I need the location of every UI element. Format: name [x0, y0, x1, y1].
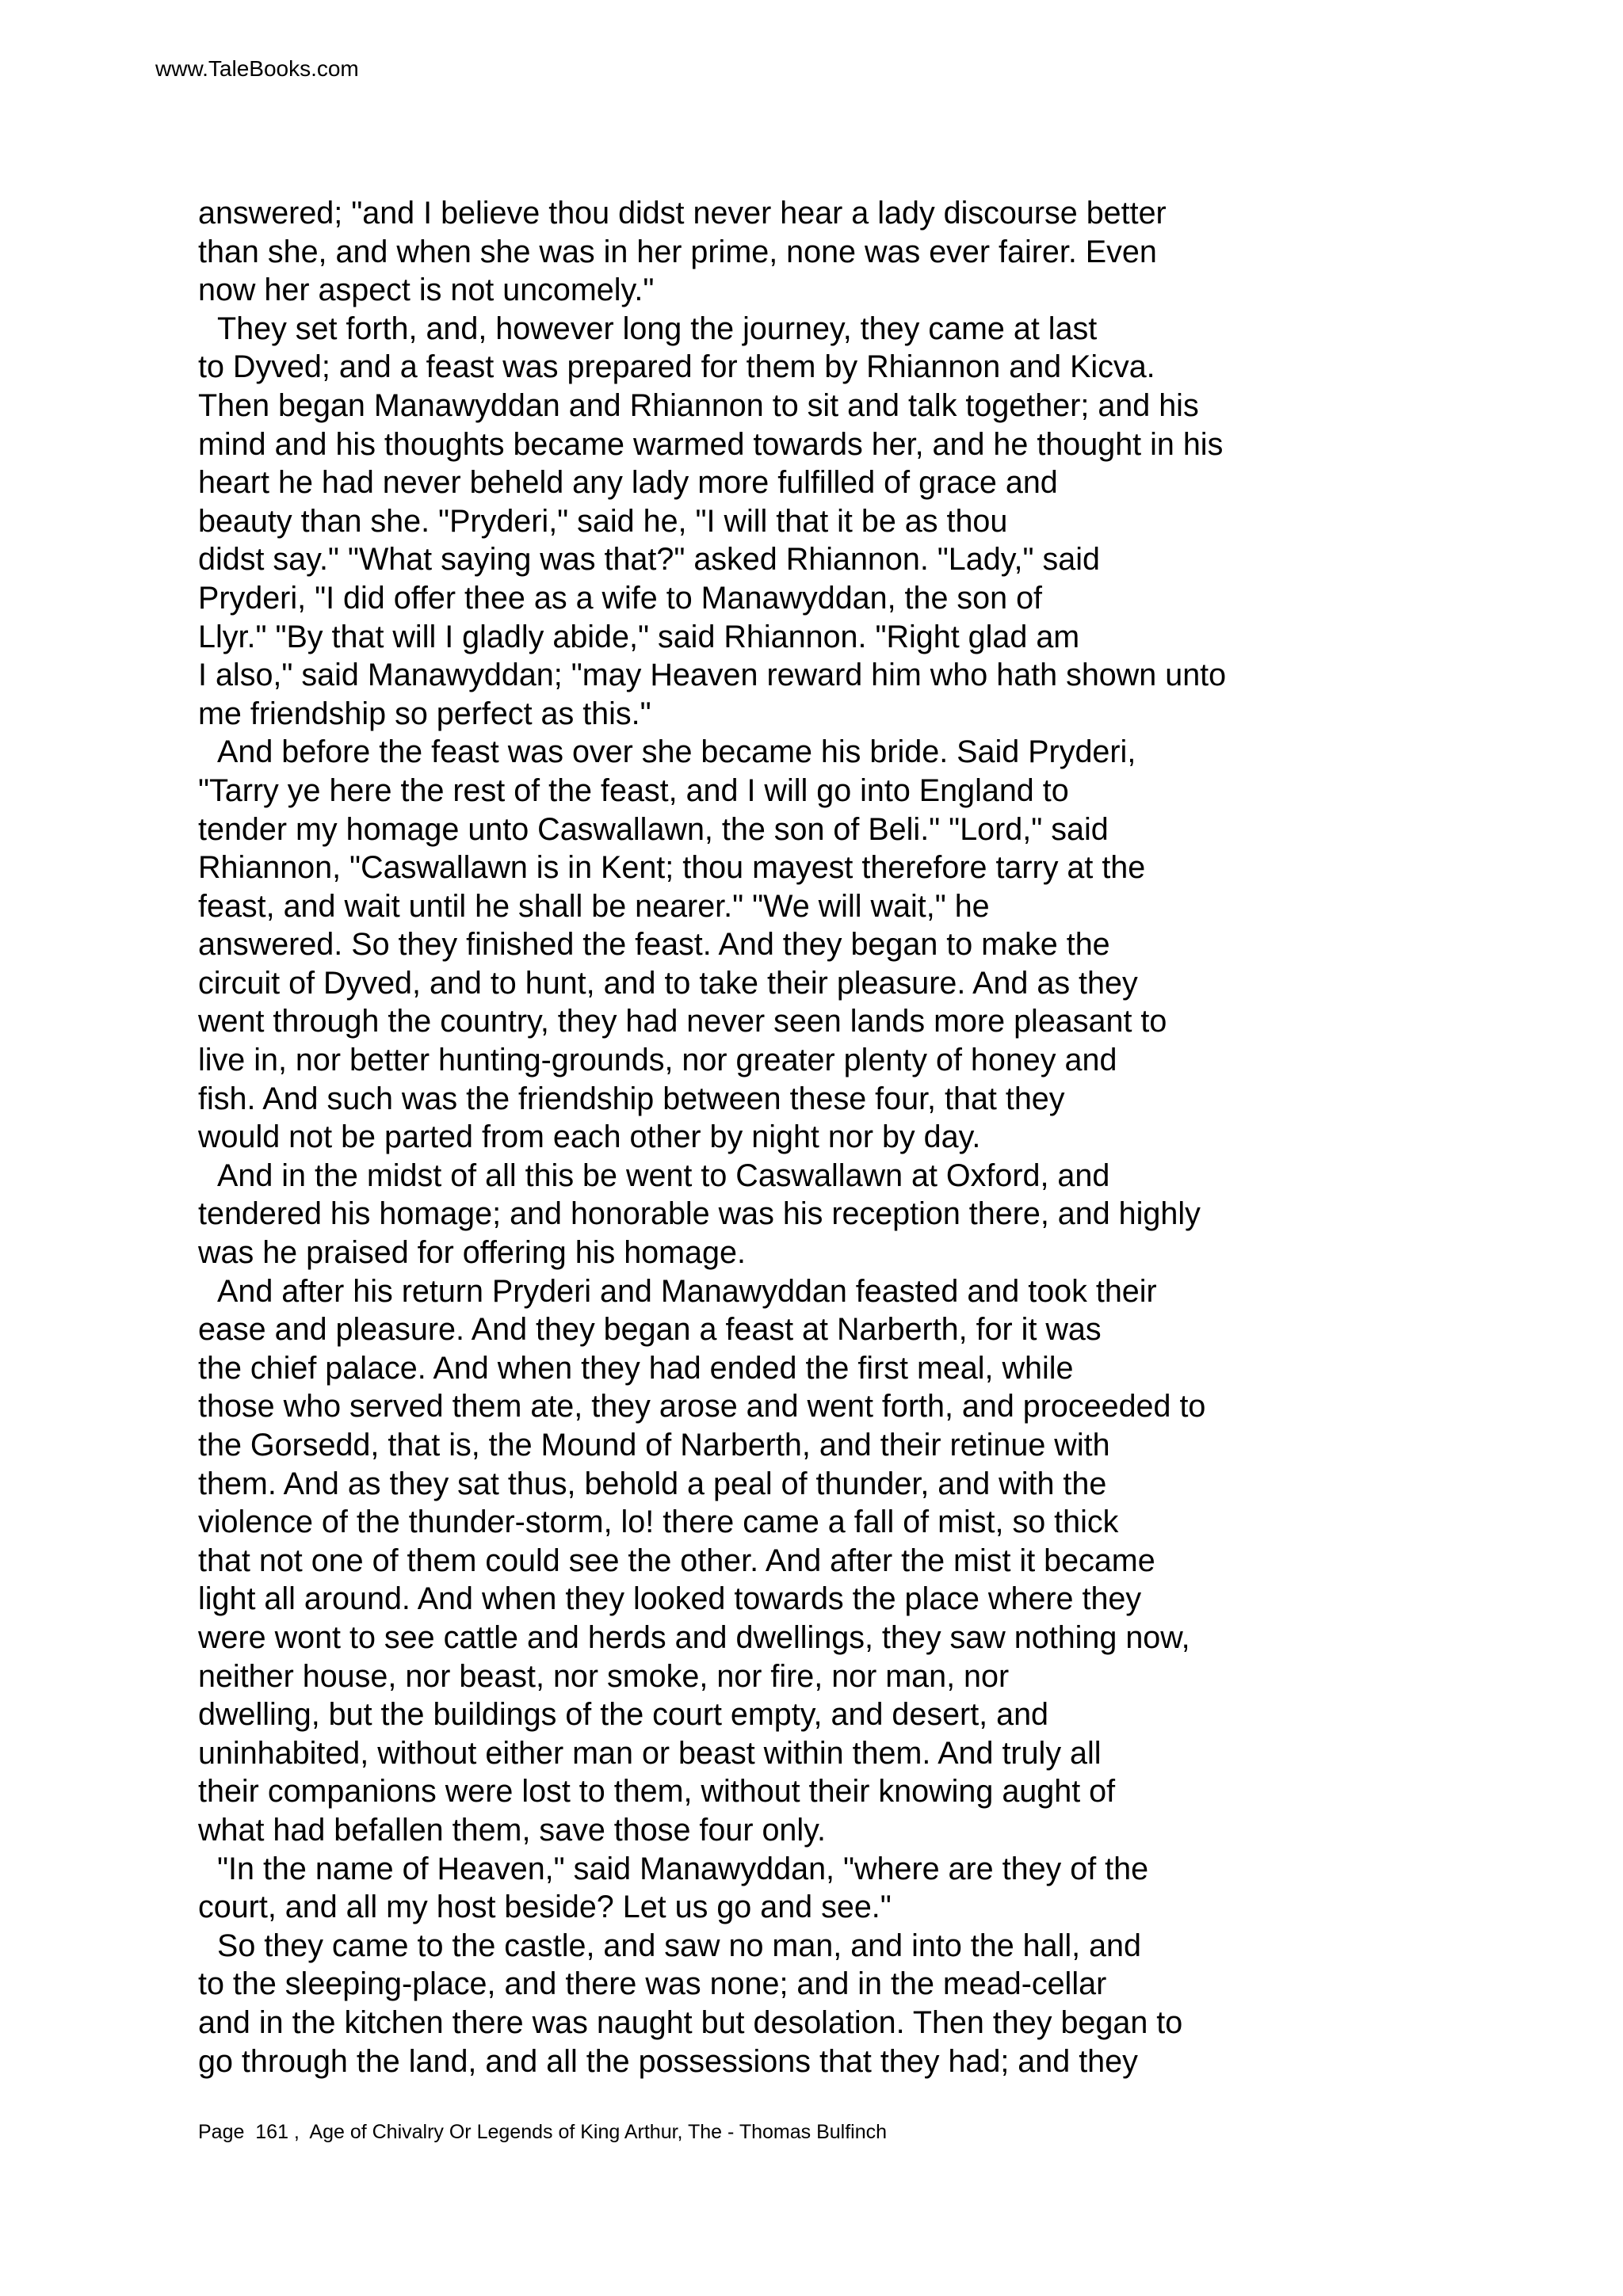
text-line: neither house, nor beast, nor smoke, nor fire, nor man, nor: [198, 1658, 1010, 1694]
text-line: the chief palace. And when they had ended the first meal, while: [198, 1350, 1074, 1386]
text-line: ease and pleasure. And they began a feast at Narberth, for it was: [198, 1312, 1102, 1348]
text-line: now her aspect is not uncomely.": [198, 273, 655, 308]
text-line: live in, nor better hunting-grounds, nor greater plenty of honey and: [198, 1043, 1117, 1078]
text-line: tendered his homage; and honorable was his reception there, and highly: [198, 1196, 1201, 1232]
text-line: was he praised for offering his homage.: [198, 1235, 746, 1271]
text-line: And after his return Pryderi and Manawyddan feasted and took their: [217, 1273, 1157, 1309]
text-line: were wont to see cattle and herds and dwellings, they saw nothing now,: [198, 1619, 1190, 1655]
text-line: fish. And such was the friendship between these four, that they: [198, 1081, 1065, 1116]
text-line: those who served them ate, they arose and went forth, and proceeded to: [198, 1389, 1206, 1425]
text-line: Pryderi, "I did offer thee as a wife to Manawyddan, the son of: [198, 580, 1043, 616]
text-line: didst say." "What saying was that?" asked Rhiannon. "Lady," said: [198, 542, 1100, 578]
text-line: me friendship so perfect as this.": [198, 696, 651, 731]
text-line: circuit of Dyved, and to hunt, and to take their pleasure. And as they: [198, 965, 1138, 1001]
text-line: Rhiannon, "Caswallawn is in Kent; thou mayest therefore tarry at the: [198, 850, 1146, 886]
text-line: And in the midst of all this be went to Caswallawn at Oxford, and: [217, 1158, 1110, 1193]
text-line: the Gorsedd, that is, the Mound of Narberth, and their retinue with: [198, 1428, 1110, 1463]
text-line: So they came to the castle, and saw no man, and into the hall, and: [217, 1928, 1141, 1963]
text-line: that not one of them could see the other. And after the mist it became: [198, 1543, 1155, 1578]
text-line: answered. So they finished the feast. And they began to make the: [198, 927, 1110, 963]
text-line: mind and his thoughts became warmed towards her, and he thought in his: [198, 426, 1224, 462]
text-line: them. And as they sat thus, behold a peal of thunder, and with the: [198, 1466, 1107, 1501]
text-line: go through the land, and all the possessions that they had; and they: [198, 2043, 1138, 2079]
text-line: their companions were lost to them, without their knowing aught of: [198, 1774, 1116, 1810]
text-line: "Tarry ye here the rest of the feast, and I will go into England to: [198, 772, 1069, 808]
text-line: light all around. And when they looked towards the place where they: [198, 1581, 1142, 1617]
text-line: and in the kitchen there was naught but desolation. Then they began to: [198, 2004, 1183, 2040]
text-line: beauty than she. "Pryderi," said he, "I will that it be as thou: [198, 503, 1008, 539]
text-line: heart he had never beheld any lady more fulfilled of grace and: [198, 465, 1058, 501]
text-line: went through the country, they had never seen lands more pleasant to: [198, 1004, 1167, 1039]
text-line: Llyr." "By that will I gladly abide," said Rhiannon. "Right glad am: [198, 619, 1080, 654]
text-line: dwelling, but the buildings of the court empty, and desert, and: [198, 1697, 1049, 1733]
text-line: court, and all my host beside? Let us go and see.": [198, 1890, 892, 1925]
text-line: to the sleeping-place, and there was none; and in the mead-cellar: [198, 1966, 1107, 2002]
text-line: tender my homage unto Caswallawn, the son of Beli." "Lord," said: [198, 811, 1109, 847]
site-url-header: www.TaleBooks.com: [155, 56, 359, 81]
text-line: answered; "and I believe thou didst never hear a lady discourse better: [198, 196, 1167, 231]
text-line: They set forth, and, however long the journey, they came at last: [217, 311, 1098, 346]
text-line: feast, and wait until he shall be nearer." "We will wait," he: [198, 888, 990, 924]
text-line: "In the name of Heaven," said Manawyddan, "where are they of the: [217, 1851, 1149, 1886]
text-line: I also," said Manawyddan; "may Heaven reward him who hath shown unto: [198, 658, 1227, 693]
text-line: And before the feast was over she became his bride. Said Pryderi,: [217, 734, 1136, 770]
text-line: to Dyved; and a feast was prepared for them by Rhiannon and Kicva.: [198, 349, 1155, 385]
page-body-text: [198, 194, 1545, 2081]
text-line: violence of the thunder-storm, lo! there came a fall of mist, so thick: [198, 1505, 1119, 1540]
text-line: would not be parted from each other by night nor by day.: [198, 1119, 981, 1155]
text-line: than she, and when she was in her prime, none was ever fairer. Even: [198, 234, 1157, 269]
text-line: what had befallen them, save those four only.: [198, 1812, 826, 1848]
text-line: Then began Manawyddan and Rhiannon to sit and talk together; and his: [198, 387, 1199, 423]
text-line: uninhabited, without either man or beast within them. And truly all: [198, 1735, 1102, 1771]
page-footer: Page 161 , Age of Chivalry Or Legends of King Arthur, The - Thomas Bulfinch: [198, 2121, 888, 2143]
